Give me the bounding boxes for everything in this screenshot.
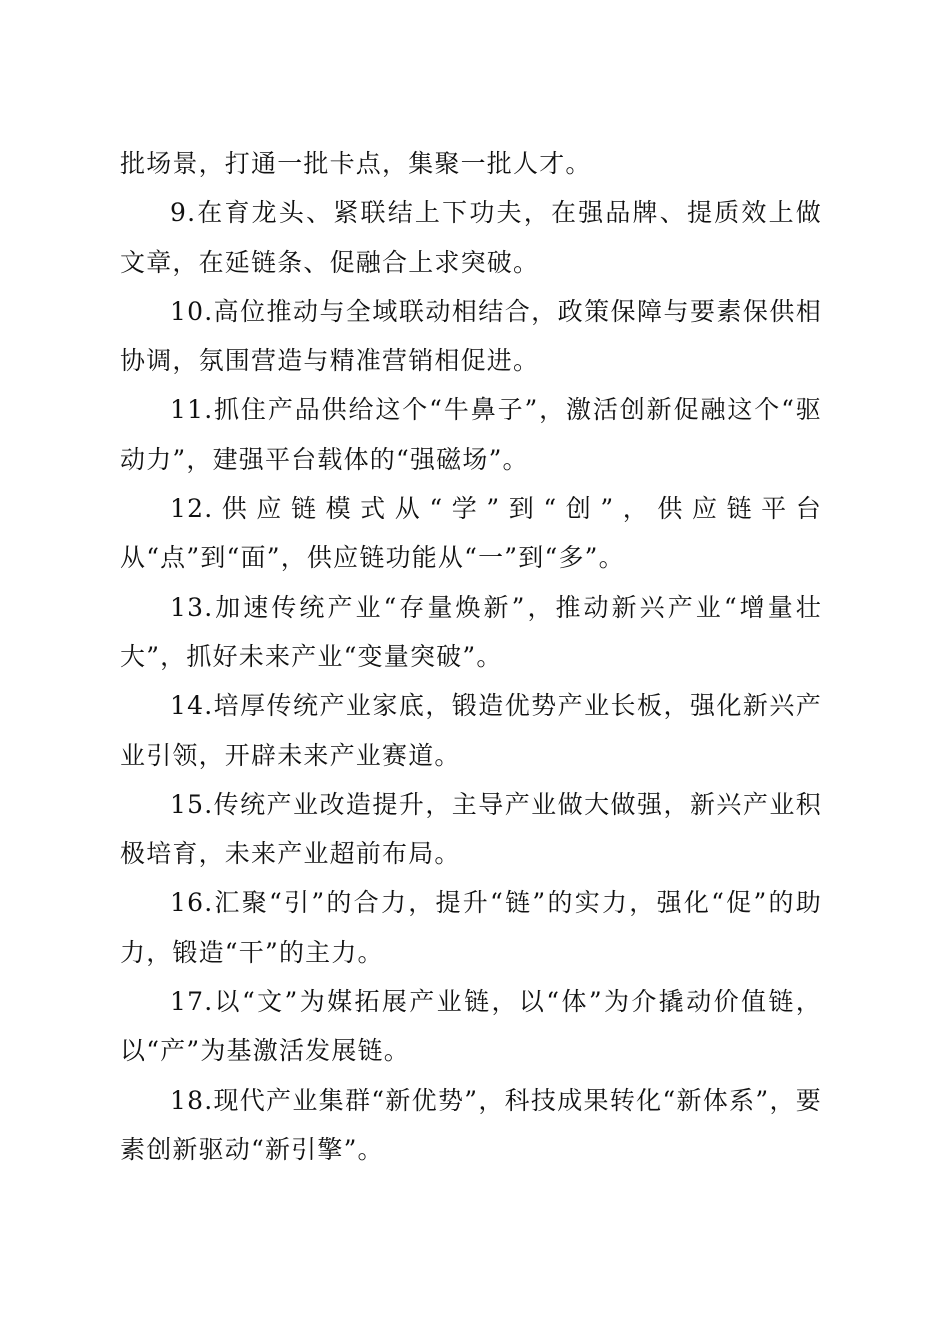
paragraph-item-18: 18.现代产业集群“新优势”，科技成果转化“新体系”，要素创新驱动“新引擎”。 (120, 1085, 822, 1164)
paragraph-item-11: 11.抓住产品供给这个“牛鼻子”，激活创新促融这个“驱动力”，建强平台载体的“强磁场”。 (120, 395, 822, 474)
paragraph-continuation: 批场景，打通一批卡点，集聚一批人才。 (120, 149, 592, 178)
paragraph-item-13: 13.加速传统产业“存量焕新”，推动新兴产业“增量壮大”，抓好未来产业“变量突破”。 (120, 592, 822, 671)
paragraph-item-10: 10.高位推动与全域联动相结合，政策保障与要素保供相协调，氛围营造与精准营销相促进。 (120, 296, 822, 376)
paragraph-item-17: 17.以“文”为媒拓展产业链，以“体”为介撬动价值链，以“产”为基激活发展链。 (120, 987, 822, 1066)
document-body (120, 139, 822, 1174)
paragraph-item-12: 12.供应链模式从“学”到“创”，供应链平台从“点”到“面”，供应链功能从“一”到“多”。 (120, 494, 822, 573)
paragraph-item-9: 9.在育龙头、紧联结上下功夫，在强品牌、提质效上做文章，在延链条、促融合上求突破。 (120, 198, 822, 277)
paragraph-item-15: 15.传统产业改造提升，主导产业做大做强，新兴产业积极培育，未来产业超前布局。 (120, 789, 822, 869)
paragraph-item-16: 16.汇聚“引”的合力，提升“链”的实力，强化“促”的助力，锻造“干”的主力。 (120, 888, 822, 967)
paragraph-item-14: 14.培厚传统产业家底，锻造优势产业长板，强化新兴产业引领，开辟未来产业赛道。 (120, 691, 822, 770)
